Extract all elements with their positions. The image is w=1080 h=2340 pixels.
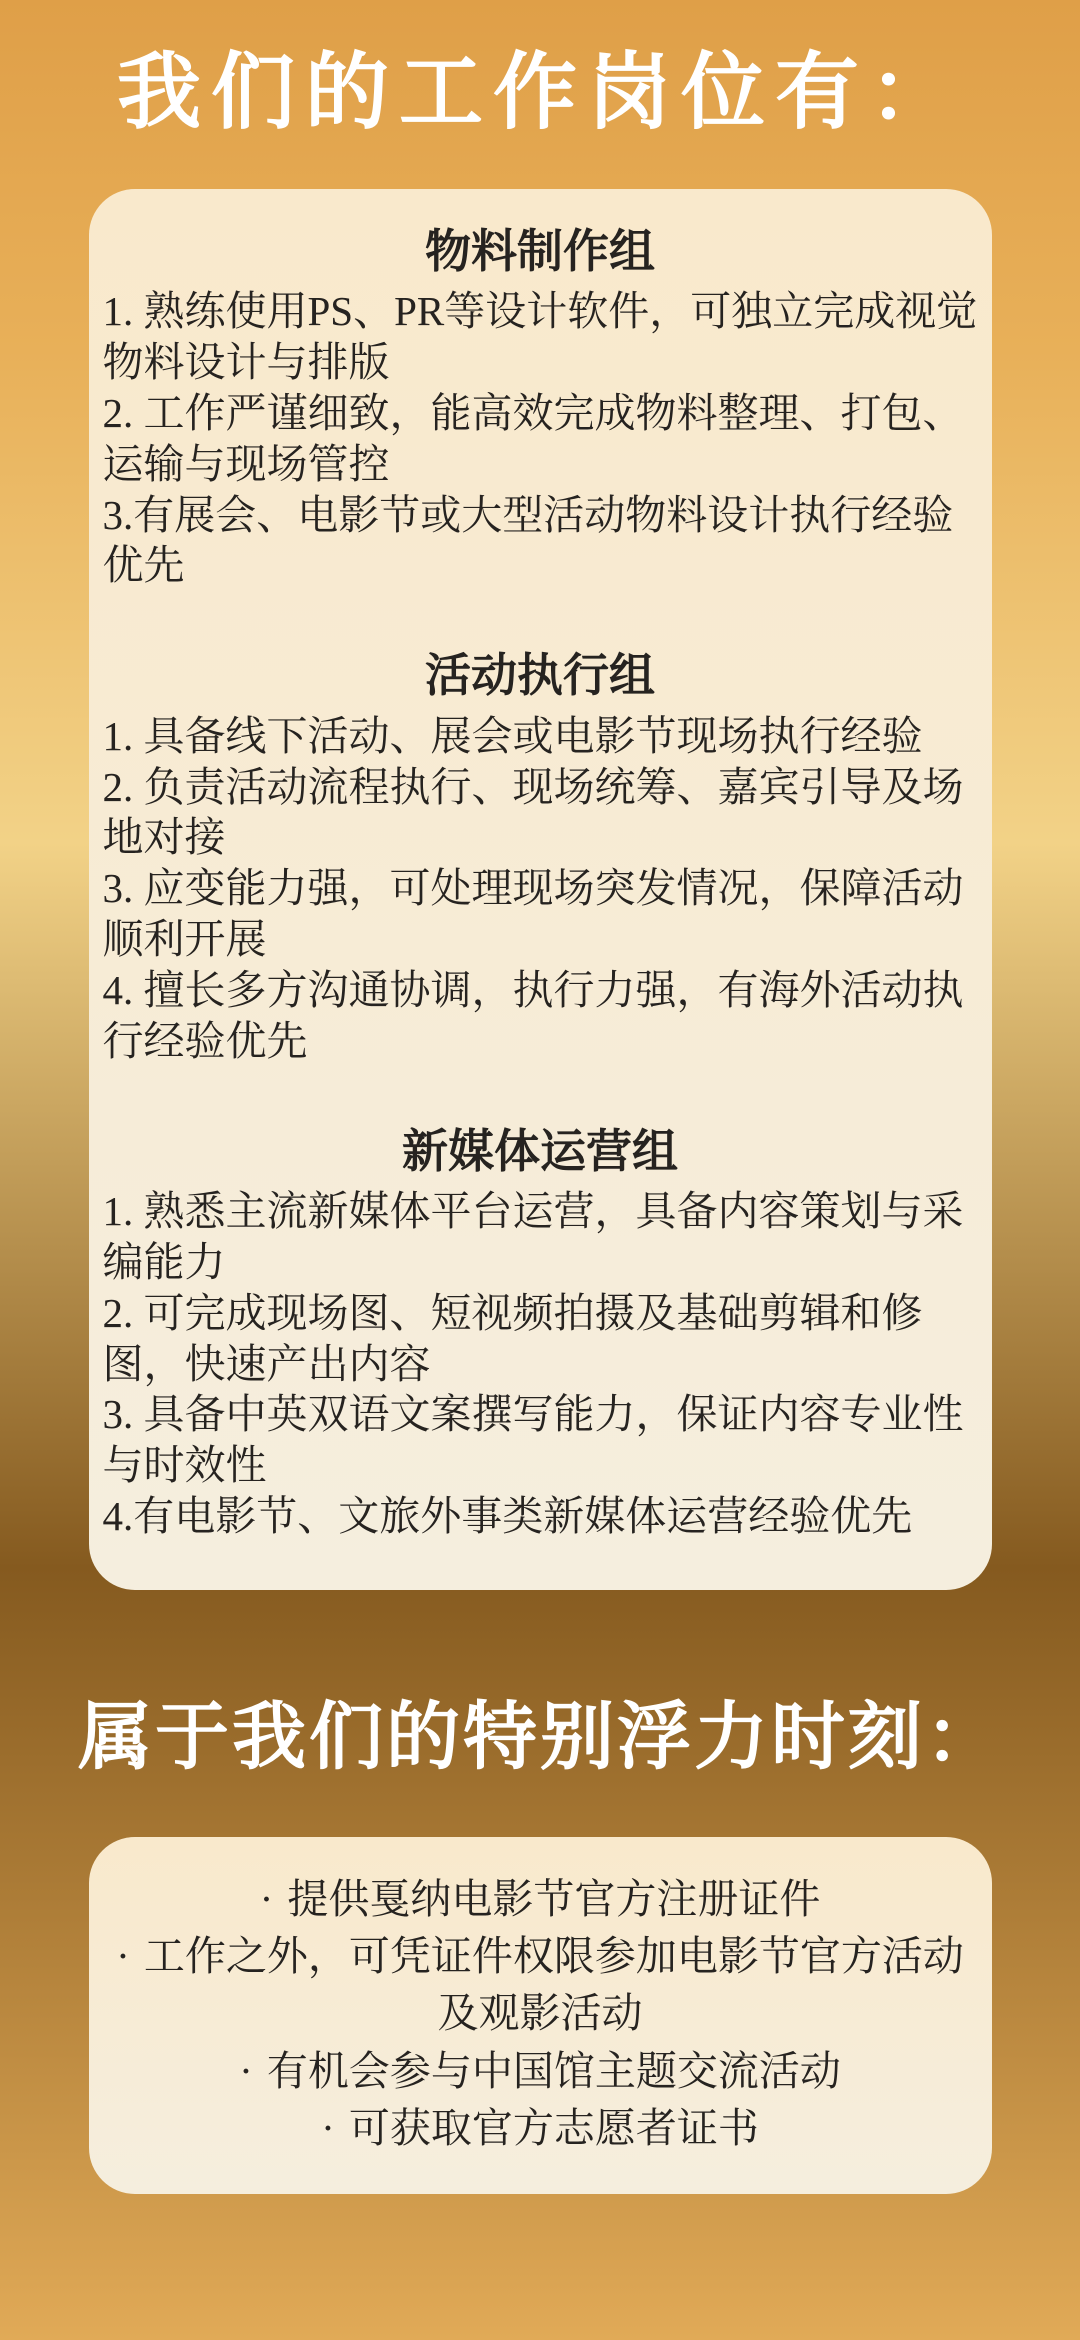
benefits-card	[89, 1837, 992, 2194]
section-heading-new-media: 新媒体运营组	[402, 1125, 678, 1177]
benefit-item	[109, 2043, 972, 2100]
bullet-dot: ·	[321, 2105, 335, 2152]
job-item: 1. 熟练使用PS、PR等设计软件，可独立完成视觉物料设计与排版	[102, 288, 978, 386]
bullet-dot: ·	[116, 1933, 130, 1980]
bullet-dot: ·	[259, 1875, 274, 1922]
benefit-text: 有机会参与中国馆主题交流活动	[266, 2047, 841, 2094]
section-heading-materials: 物料制作组	[425, 225, 655, 277]
benefit-text: 提供戛纳电影节官方注册证件	[287, 1875, 821, 1922]
jobs-card	[89, 189, 992, 1590]
job-section-new-media	[103, 1123, 978, 1542]
benefit-text: 可获取官方志愿者证书	[348, 2105, 759, 2152]
job-item: 3.有展会、电影节或大型活动物料设计执行经验优先	[102, 491, 954, 589]
job-item: 3. 应变能力强，可处理现场突发情况，保障活动顺利开展	[102, 865, 964, 963]
job-item: 2. 工作严谨细致，能高效完成物料整理、打包、运输与现场管控	[102, 389, 964, 487]
bullet-dot: ·	[239, 2047, 253, 2094]
job-item: 4.有电影节、文旅外事类新媒体运营经验优先	[102, 1493, 913, 1540]
benefit-text: 工作之外，可凭证件权限参加电影节官方活动及观影活动	[143, 1933, 964, 2037]
benefit-item	[109, 2100, 972, 2157]
job-item: 4. 擅长多方沟通协调，执行力强，有海外活动执行经验优先	[102, 966, 964, 1064]
benefit-item	[109, 1871, 972, 1928]
jobs-title: 我们的工作岗位有：	[116, 47, 963, 140]
job-item: 1. 具备线下活动、展会或电影节现场执行经验	[102, 712, 923, 759]
job-item: 2. 可完成现场图、短视频拍摄及基础剪辑和修图，快速产出内容	[102, 1289, 923, 1387]
job-item: 3. 具备中英双语文案撰写能力，保证内容专业性与时效性	[102, 1391, 964, 1489]
benefits-title: 属于我们的特别浮力时刻：	[78, 1696, 1002, 1779]
benefit-item	[109, 1928, 972, 2043]
job-item: 1. 熟悉主流新媒体平台运营，具备内容策划与采编能力	[102, 1188, 964, 1285]
job-section-materials	[103, 223, 978, 591]
job-item: 2. 负责活动流程执行、现场统筹、嘉宾引导及场地对接	[102, 763, 964, 861]
job-section-events	[103, 647, 978, 1066]
section-heading-events: 活动执行组	[425, 650, 655, 702]
